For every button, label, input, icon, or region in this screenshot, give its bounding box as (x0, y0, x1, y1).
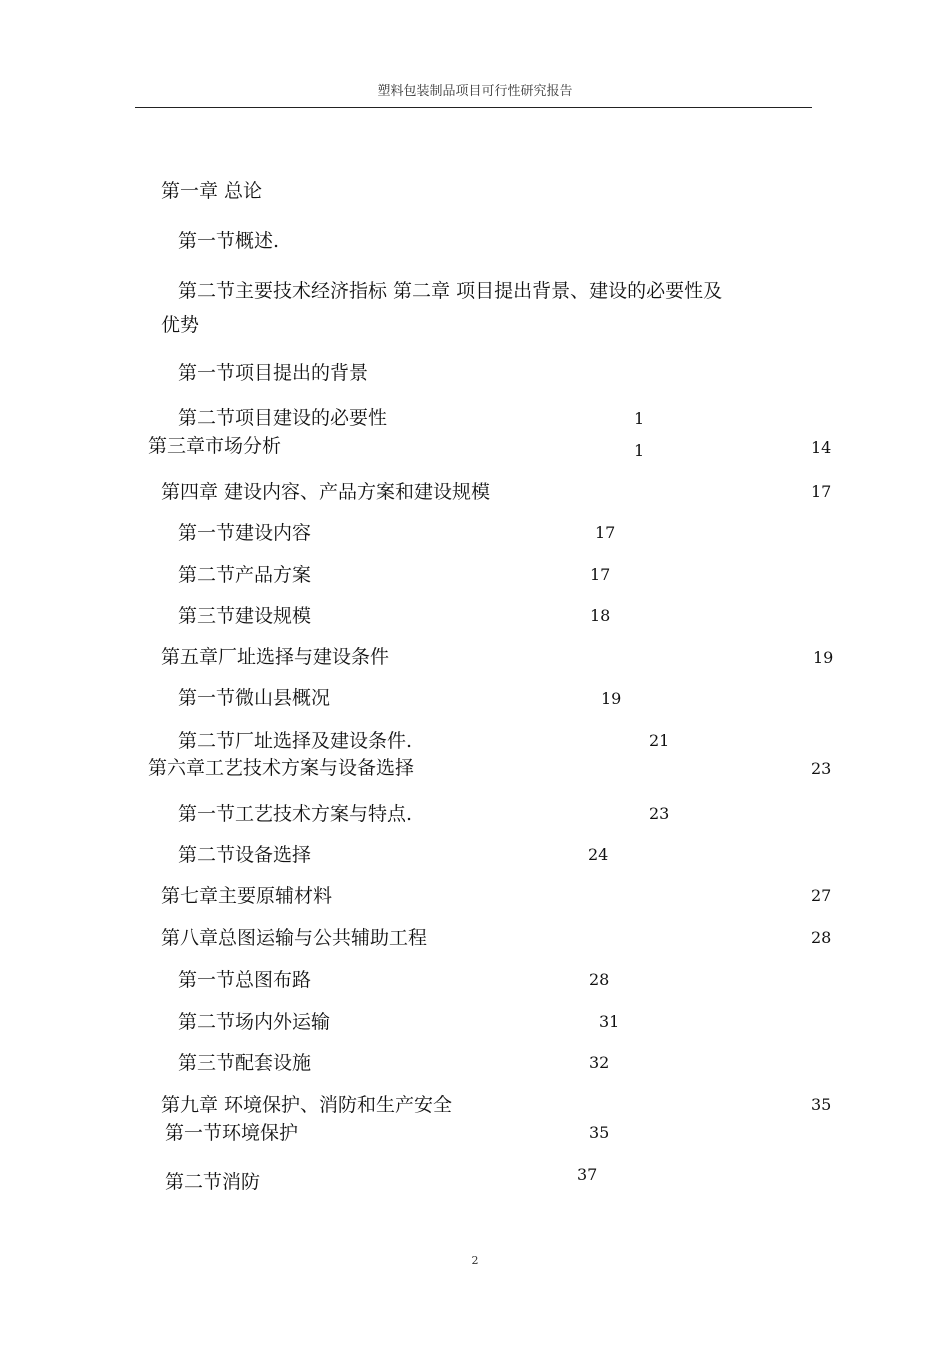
toc-page-number: 24 (588, 845, 609, 864)
toc-page-number: 17 (595, 523, 616, 542)
toc-page-number: 28 (811, 928, 832, 947)
toc-page-number: 21 (649, 731, 670, 750)
toc-section-1-2-chapter-2: 第二节主要技术经济指标 第二章 项目提出背景、建设的必要性及 (178, 280, 723, 302)
toc-page-number: 32 (589, 1053, 610, 1072)
toc-page-number: 1 (634, 441, 645, 460)
toc-page-number: 17 (811, 482, 832, 501)
toc-page-number: 35 (589, 1123, 610, 1142)
running-header: 塑料包装制品项目可行性研究报告 (377, 84, 573, 99)
toc-page-number: 23 (649, 804, 670, 823)
toc-chapter-7: 第七章主要原辅材料 (161, 885, 333, 907)
toc-chapter-3: 第三章市场分析 (148, 435, 282, 457)
toc-page-number: 28 (589, 970, 610, 989)
toc-section-2-2: 第二节项目建设的必要性 (178, 407, 388, 429)
toc-chapter-8: 第八章总图运输与公共辅助工程 (161, 927, 428, 949)
page-number: 2 (471, 1254, 479, 1267)
toc-section-8-3: 第三节配套设施 (178, 1052, 312, 1074)
toc-page-number: 23 (811, 759, 832, 778)
toc-page-number: 14 (811, 438, 832, 457)
toc-section-4-1: 第一节建设内容 (178, 522, 312, 544)
toc-page-number: 35 (811, 1095, 832, 1114)
toc-page-number: 17 (590, 565, 611, 584)
toc-section-8-1: 第一节总图布路 (178, 969, 312, 991)
toc-page-number: 19 (601, 689, 622, 708)
toc-page-number: 27 (811, 886, 832, 905)
toc-section-1-1: 第一节概述. (178, 230, 280, 252)
toc-section-6-2: 第二节设备选择 (178, 844, 312, 866)
toc-section-5-1: 第一节微山县概况 (178, 687, 331, 709)
toc-chapter-6: 第六章工艺技术方案与设备选择 (148, 757, 415, 779)
toc-section-6-1: 第一节工艺技术方案与特点. (178, 803, 413, 825)
toc-page-number: 18 (590, 606, 611, 625)
header-divider (135, 107, 812, 108)
toc-chapter-5: 第五章厂址选择与建设条件 (161, 646, 390, 668)
toc-section-4-3: 第三节建设规模 (178, 605, 312, 627)
toc-section-9-1: 第一节环境保护 (165, 1122, 299, 1144)
toc-chapter-1: 第一章 总论 (161, 180, 263, 202)
toc-section-2-1: 第一节项目提出的背景 (178, 362, 369, 384)
toc-section-5-2: 第二节厂址选择及建设条件. (178, 730, 413, 752)
toc-section-4-2: 第二节产品方案 (178, 564, 312, 586)
toc-section-8-2: 第二节场内外运输 (178, 1011, 331, 1033)
toc-section-9-2: 第二节消防 (165, 1171, 261, 1193)
toc-page-number: 37 (577, 1165, 598, 1184)
toc-page-number: 1 (634, 409, 645, 428)
toc-page-number: 19 (813, 648, 834, 667)
toc-chapter-9: 第九章 环境保护、消防和生产安全 (161, 1094, 453, 1116)
toc-page-number: 31 (599, 1012, 620, 1031)
toc-chapter-4: 第四章 建设内容、产品方案和建设规模 (161, 481, 491, 503)
toc-chapter-2-continued: 优势 (161, 314, 200, 336)
